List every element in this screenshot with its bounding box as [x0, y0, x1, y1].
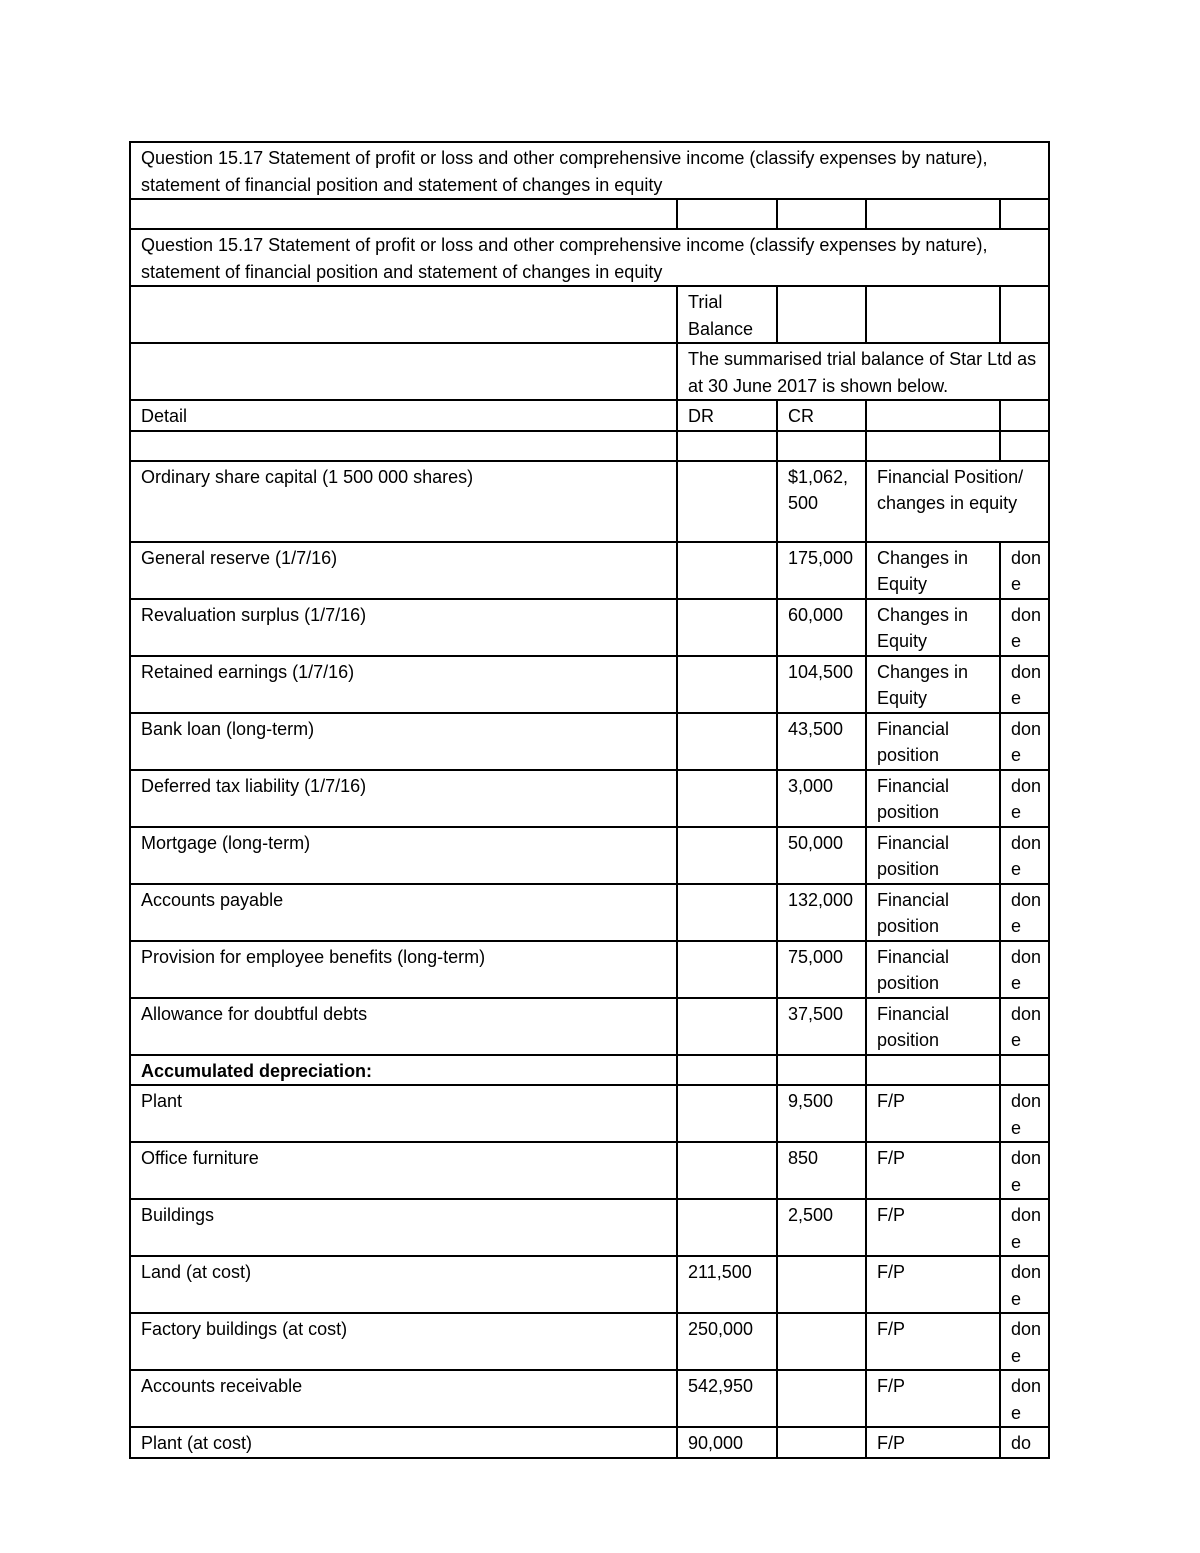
- intro-row: [130, 343, 1049, 400]
- row-detail: Retained earnings (1/7/16): [130, 656, 677, 713]
- row-status: done: [1000, 1142, 1049, 1199]
- table-row: [130, 1256, 1049, 1313]
- empty-row: [130, 199, 1049, 229]
- row-cr: 75,000: [777, 941, 866, 998]
- empty-cell: [777, 1055, 866, 1086]
- row-dr: [677, 770, 777, 827]
- row-detail: Deferred tax liability (1/7/16): [130, 770, 677, 827]
- row-cr: [777, 1256, 866, 1313]
- row-statement: Changes in Equity: [866, 542, 1000, 599]
- table-row: [130, 1313, 1049, 1370]
- trial-balance-table: [129, 141, 1050, 1459]
- row-status: done: [1000, 656, 1049, 713]
- row-detail: Bank loan (long-term): [130, 713, 677, 770]
- row-detail: Allowance for doubtful debts: [130, 998, 677, 1055]
- column-header-cr: CR: [777, 400, 866, 431]
- row-detail: Plant: [130, 1085, 677, 1142]
- row-dr: [677, 1085, 777, 1142]
- empty-cell: [130, 343, 677, 400]
- row-detail: Plant (at cost): [130, 1427, 677, 1458]
- empty-cell: [677, 431, 777, 461]
- row-status: done: [1000, 542, 1049, 599]
- row-status: done: [1000, 599, 1049, 656]
- row-statement: Financial position: [866, 884, 1000, 941]
- trial-balance-label-row: [130, 286, 1049, 343]
- table-row: [130, 656, 1049, 713]
- row-detail: Factory buildings (at cost): [130, 1313, 677, 1370]
- column-header-row: [130, 400, 1049, 431]
- row-status: done: [1000, 1085, 1049, 1142]
- row-cr: [777, 1427, 866, 1458]
- table-row: [130, 827, 1049, 884]
- trial-balance-document: [129, 141, 1048, 1459]
- empty-cell: [866, 431, 1000, 461]
- column-header-detail: Detail: [130, 400, 677, 431]
- row-status: done: [1000, 713, 1049, 770]
- row-detail: Office furniture: [130, 1142, 677, 1199]
- row-statement: F/P: [866, 1085, 1000, 1142]
- row-dr: [677, 461, 777, 542]
- empty-cell: [130, 199, 677, 229]
- row-dr: [677, 1199, 777, 1256]
- row-cr: 175,000: [777, 542, 866, 599]
- row-cr: 3,000: [777, 770, 866, 827]
- empty-cell: [866, 400, 1000, 431]
- row-detail: General reserve (1/7/16): [130, 542, 677, 599]
- row-statement: F/P: [866, 1370, 1000, 1427]
- question-header-repeat-row: [130, 229, 1049, 286]
- row-status: done: [1000, 770, 1049, 827]
- row-dr: 542,950: [677, 1370, 777, 1427]
- empty-cell: [866, 1055, 1000, 1086]
- empty-cell: [1000, 199, 1049, 229]
- row-dr: 211,500: [677, 1256, 777, 1313]
- question-header: Question 15.17 Statement of profit or loss and other comprehensive income (classify expenses by nature), statement of financial position and statement of changes in equity: [130, 142, 1049, 199]
- empty-cell: [130, 431, 677, 461]
- table-row: [130, 1370, 1049, 1427]
- column-header-dr: DR: [677, 400, 777, 431]
- row-cr: 37,500: [777, 998, 866, 1055]
- row-detail: Accounts payable: [130, 884, 677, 941]
- row-detail: Revaluation surplus (1/7/16): [130, 599, 677, 656]
- table-row: [130, 1085, 1049, 1142]
- table-row: [130, 941, 1049, 998]
- table-row: [130, 998, 1049, 1055]
- row-statement: F/P: [866, 1142, 1000, 1199]
- row-status: done: [1000, 1313, 1049, 1370]
- row-detail: Buildings: [130, 1199, 677, 1256]
- row-cr: 50,000: [777, 827, 866, 884]
- row-status: done: [1000, 998, 1049, 1055]
- row-statement: Financial Position/ changes in equity: [866, 461, 1049, 542]
- table-row: [130, 1427, 1049, 1458]
- table-row: [130, 770, 1049, 827]
- row-cr: 850: [777, 1142, 866, 1199]
- table-row: [130, 1199, 1049, 1256]
- row-statement: Financial position: [866, 941, 1000, 998]
- row-dr: [677, 884, 777, 941]
- empty-cell: [777, 286, 866, 343]
- section-heading-row: [130, 1055, 1049, 1086]
- empty-cell: [1000, 1055, 1049, 1086]
- row-statement: Changes in Equity: [866, 656, 1000, 713]
- empty-cell: [777, 199, 866, 229]
- row-statement: Changes in Equity: [866, 599, 1000, 656]
- row-status: done: [1000, 827, 1049, 884]
- row-statement: F/P: [866, 1199, 1000, 1256]
- row-status: done: [1000, 1256, 1049, 1313]
- row-dr: 250,000: [677, 1313, 777, 1370]
- row-cr: 2,500: [777, 1199, 866, 1256]
- row-cr: 9,500: [777, 1085, 866, 1142]
- row-dr: [677, 827, 777, 884]
- row-detail: Provision for employee benefits (long-term): [130, 941, 677, 998]
- row-cr: 132,000: [777, 884, 866, 941]
- empty-cell: [130, 286, 677, 343]
- row-dr: [677, 941, 777, 998]
- row-status: done: [1000, 884, 1049, 941]
- row-cr: 60,000: [777, 599, 866, 656]
- row-detail: Ordinary share capital (1 500 000 shares): [130, 461, 677, 542]
- row-statement: F/P: [866, 1313, 1000, 1370]
- row-dr: [677, 713, 777, 770]
- table-row: [130, 713, 1049, 770]
- row-status: do: [1000, 1427, 1049, 1458]
- question-header-repeat: Question 15.17 Statement of profit or loss and other comprehensive income (classify expenses by nature), statement of financial position and statement of changes in equity: [130, 229, 1049, 286]
- intro-text: The summarised trial balance of Star Ltd as at 30 June 2017 is shown below.: [677, 343, 1049, 400]
- empty-cell: [1000, 400, 1049, 431]
- question-header-row: [130, 142, 1049, 199]
- row-dr: [677, 998, 777, 1055]
- empty-cell: [866, 286, 1000, 343]
- row-cr: 104,500: [777, 656, 866, 713]
- row-status: done: [1000, 941, 1049, 998]
- accumulated-depreciation-heading: Accumulated depreciation:: [130, 1055, 677, 1086]
- empty-row: [130, 431, 1049, 461]
- row-statement: Financial position: [866, 998, 1000, 1055]
- row-status: done: [1000, 1370, 1049, 1427]
- empty-cell: [1000, 431, 1049, 461]
- table-row: [130, 599, 1049, 656]
- row-cr: [777, 1313, 866, 1370]
- row-statement: Financial position: [866, 770, 1000, 827]
- row-statement: Financial position: [866, 827, 1000, 884]
- row-dr: [677, 542, 777, 599]
- table-row: [130, 1142, 1049, 1199]
- row-cr: $1,062,500: [777, 461, 866, 542]
- row-detail: Land (at cost): [130, 1256, 677, 1313]
- row-statement: Financial position: [866, 713, 1000, 770]
- table-row: [130, 461, 1049, 542]
- row-dr: [677, 1142, 777, 1199]
- row-statement: F/P: [866, 1256, 1000, 1313]
- empty-cell: [677, 199, 777, 229]
- empty-cell: [1000, 286, 1049, 343]
- row-dr: [677, 599, 777, 656]
- row-detail: Mortgage (long-term): [130, 827, 677, 884]
- empty-cell: [777, 431, 866, 461]
- table-row: [130, 884, 1049, 941]
- empty-cell: [866, 199, 1000, 229]
- trial-balance-label: Trial Balance: [677, 286, 777, 343]
- row-detail: Accounts receivable: [130, 1370, 677, 1427]
- row-cr: 43,500: [777, 713, 866, 770]
- row-statement: F/P: [866, 1427, 1000, 1458]
- row-status: done: [1000, 1199, 1049, 1256]
- row-cr: [777, 1370, 866, 1427]
- row-dr: 90,000: [677, 1427, 777, 1458]
- row-dr: [677, 656, 777, 713]
- table-row: [130, 542, 1049, 599]
- empty-cell: [677, 1055, 777, 1086]
